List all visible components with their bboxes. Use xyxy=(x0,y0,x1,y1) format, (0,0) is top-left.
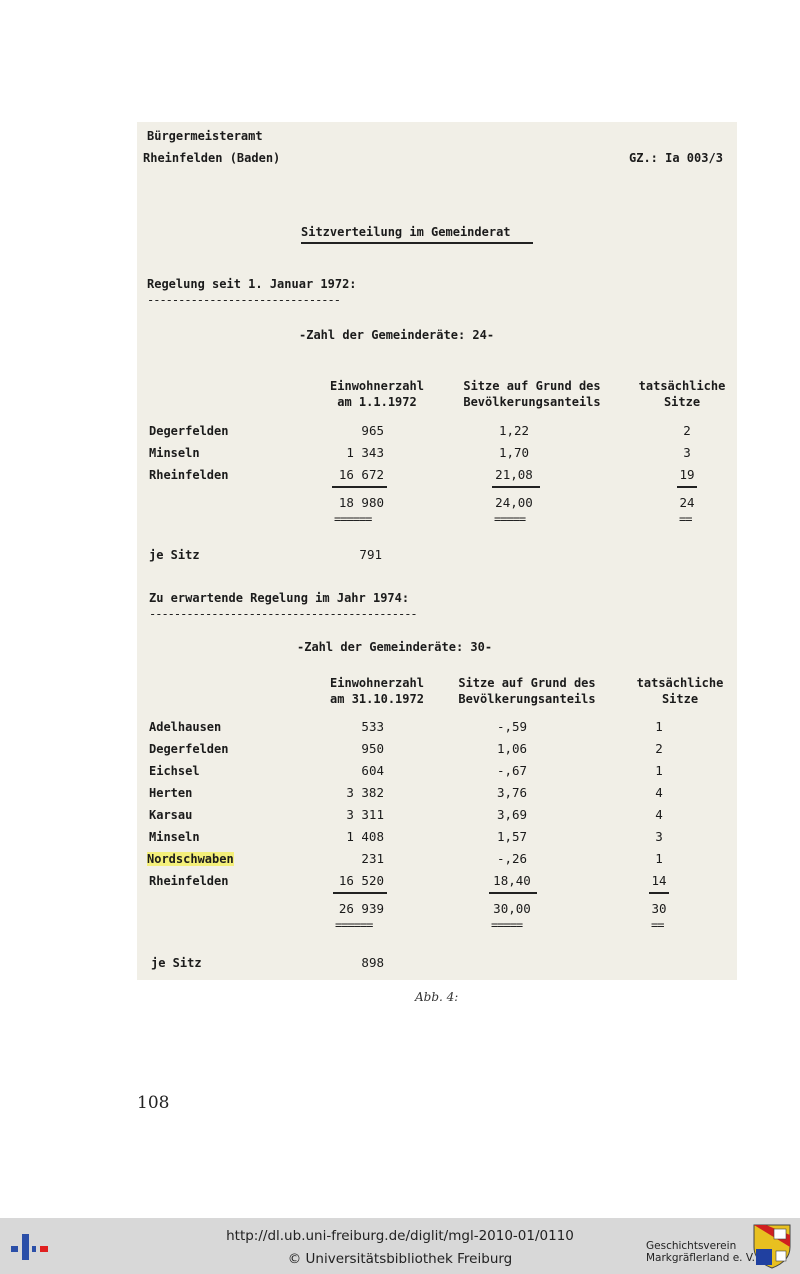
s1-row-share: 1,70 xyxy=(498,445,530,460)
s1-col3-header-1: tatsächliche xyxy=(638,379,726,393)
s2-total-share: 30,00 xyxy=(493,901,531,916)
s1-col3-header-2: Sitze xyxy=(663,395,701,409)
s2-row-population: 16 520 xyxy=(338,873,384,888)
s1-total-double-line: ===== xyxy=(494,512,526,526)
s2-row-share: -,59 xyxy=(496,719,528,734)
s1-total-seats: 24 xyxy=(679,495,695,510)
s2-row-population: 950 xyxy=(361,741,384,756)
s2-row-seats: 1 xyxy=(655,763,663,778)
s1-share-sum-line xyxy=(492,486,540,488)
s2-row-population: 1 408 xyxy=(346,829,384,844)
s2-row-name: Minseln xyxy=(149,830,200,844)
s1-total-population: 18 980 xyxy=(338,495,384,510)
s2-row-seats: 1 xyxy=(655,719,663,734)
s1-col2-header-1: Sitze auf Grund des xyxy=(463,379,601,393)
s1-row-name: Rheinfelden xyxy=(149,468,229,482)
s2-row-name: Rheinfelden xyxy=(149,874,229,888)
s1-row-name: Degerfelden xyxy=(149,424,229,438)
publisher-line-1: Geschichtsverein xyxy=(646,1240,737,1252)
s2-col3-header-1: tatsächliche xyxy=(636,676,724,690)
section2-heading-dashes: ------------------------------------------- xyxy=(149,607,417,621)
figure-caption: Abb. 4: xyxy=(415,990,459,1004)
s2-total-double-line: ====== xyxy=(335,918,373,932)
s1-per-seat-value: 791 xyxy=(359,547,382,562)
s2-row-seats: 3 xyxy=(655,829,663,844)
s1-total-double-line: ====== xyxy=(334,512,372,526)
page-number: 108 xyxy=(137,1093,170,1113)
s1-row-share: 1,22 xyxy=(498,423,530,438)
s2-seats-sum-line xyxy=(649,892,669,894)
s2-total-double-line: == xyxy=(651,918,664,932)
s1-col2-header-2: Bevölkerungsanteils xyxy=(463,395,601,409)
s1-row-share: 21,08 xyxy=(495,467,533,482)
footer-bar xyxy=(0,1218,800,1274)
s1-row-seats: 3 xyxy=(683,445,691,460)
s2-row-seats: 4 xyxy=(655,785,663,800)
s2-row-share: -,67 xyxy=(496,763,528,778)
s1-col1-header-1: Einwohnerzahl xyxy=(330,379,424,393)
document-url-link[interactable]: http://dl.ub.uni-freiburg.de/diglit/mgl-2010-01/0110 xyxy=(226,1228,574,1244)
s2-total-seats: 30 xyxy=(651,901,667,916)
s1-row-population: 965 xyxy=(361,423,384,438)
section1-heading: Regelung seit 1. Januar 1972: xyxy=(147,277,357,291)
s2-row-share: 3,69 xyxy=(496,807,528,822)
document-title: Sitzverteilung im Gemeinderat xyxy=(301,225,511,239)
s2-row-share: 3,76 xyxy=(496,785,528,800)
s2-row-share: 1,06 xyxy=(496,741,528,756)
s1-row-population: 16 672 xyxy=(338,467,384,482)
s1-row-seats: 19 xyxy=(679,467,695,482)
s2-row-share: 18,40 xyxy=(493,873,531,888)
section1-heading-dashes: ------------------------------- xyxy=(147,293,340,307)
s2-total-double-line: ===== xyxy=(491,918,523,932)
publisher-name xyxy=(646,1240,755,1264)
sender-line-2: Rheinfelden (Baden) xyxy=(143,151,281,165)
reference-number: GZ.: Ia 003/3 xyxy=(629,151,723,165)
s2-col2-header-1: Sitze auf Grund des xyxy=(458,676,596,690)
s2-row-seats: 4 xyxy=(655,807,663,822)
section2-council: -Zahl der Gemeinderäte: 30- xyxy=(297,640,493,654)
s2-row-share: 1,57 xyxy=(496,829,528,844)
s2-row-seats: 14 xyxy=(651,873,667,888)
s2-row-name: Karsau xyxy=(149,808,193,822)
s1-row-name: Minseln xyxy=(149,446,200,460)
section2-heading: Zu erwartende Regelung im Jahr 1974: xyxy=(149,591,410,605)
s1-seats-sum-line xyxy=(677,486,697,488)
s2-row-name: Degerfelden xyxy=(149,742,229,756)
s2-per-seat-value: 898 xyxy=(361,955,384,970)
s2-row-name: Herten xyxy=(149,786,193,800)
s2-row-name: Eichsel xyxy=(149,764,200,778)
publisher-line-2: Markgräflerland e. V. xyxy=(646,1252,756,1264)
s1-total-double-line: == xyxy=(679,512,692,526)
title-underline xyxy=(301,242,533,244)
s2-row-seats: 1 xyxy=(655,851,663,866)
s2-row-name: Adelhausen xyxy=(149,720,222,734)
s1-row-population: 1 343 xyxy=(346,445,384,460)
s1-col1-header-2: am 1.1.1972 xyxy=(337,395,417,409)
s1-population-sum-line xyxy=(332,486,387,488)
s2-row-population: 3 311 xyxy=(346,807,384,822)
s1-per-seat-label: je Sitz xyxy=(149,548,200,562)
s2-col2-header-2: Bevölkerungsanteils xyxy=(458,692,596,706)
s2-row-share: -,26 xyxy=(496,851,528,866)
s2-row-name-highlighted: Nordschwaben xyxy=(147,852,234,866)
s1-row-seats: 2 xyxy=(683,423,691,438)
s2-row-seats: 2 xyxy=(655,741,663,756)
scanned-document xyxy=(137,122,737,980)
s1-total-share: 24,00 xyxy=(495,495,533,510)
s2-row-population: 3 382 xyxy=(346,785,384,800)
s2-share-sum-line xyxy=(489,892,537,894)
s2-per-seat-label: je Sitz xyxy=(151,956,202,970)
s2-population-sum-line xyxy=(333,892,387,894)
sender-line-1: Bürgermeisteramt xyxy=(147,129,263,143)
s2-row-population: 604 xyxy=(361,763,384,778)
s2-col1-header-2: am 31.10.1972 xyxy=(330,692,424,706)
section1-council: -Zahl der Gemeinderäte: 24- xyxy=(299,328,495,342)
coat-of-arms-icon xyxy=(752,1223,792,1269)
s2-row-population: 231 xyxy=(361,851,384,866)
copyright-text: © Universitätsbibliothek Freiburg xyxy=(287,1251,513,1267)
s2-total-population: 26 939 xyxy=(338,901,384,916)
s2-col3-header-2: Sitze xyxy=(661,692,699,706)
s2-col1-header-1: Einwohnerzahl xyxy=(330,676,424,690)
s2-row-population: 533 xyxy=(361,719,384,734)
